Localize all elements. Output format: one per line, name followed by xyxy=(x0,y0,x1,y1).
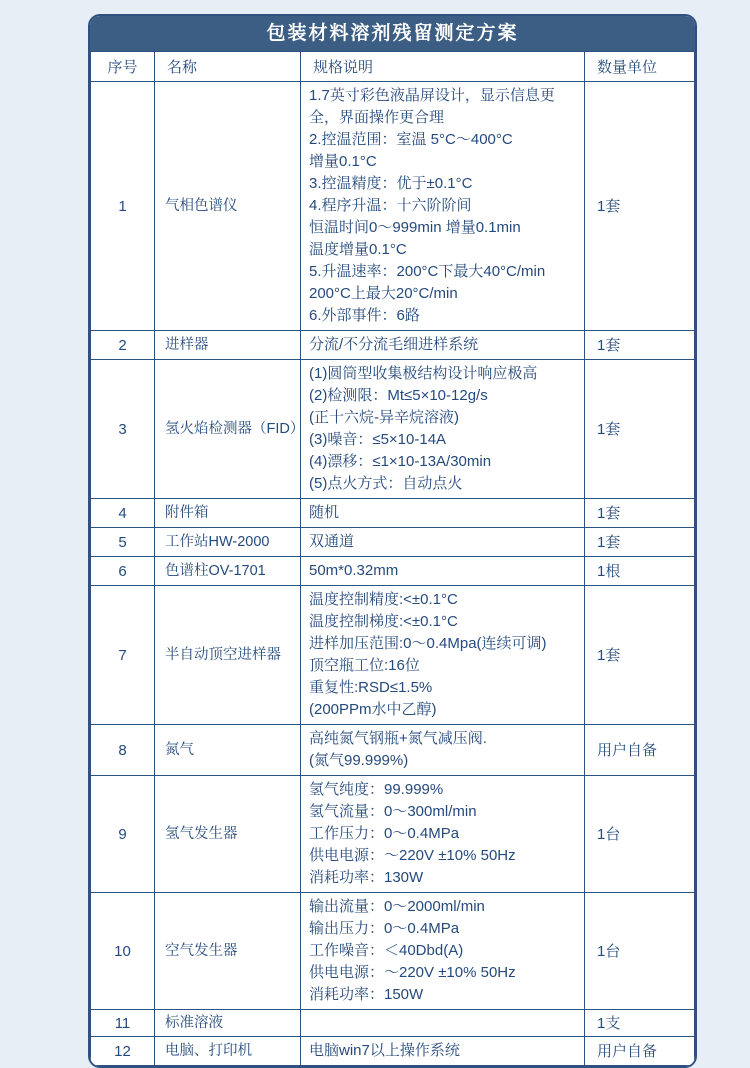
cell-row-number: 8 xyxy=(91,725,155,776)
spec-line: 顶空瓶工位:16位 xyxy=(309,657,420,674)
spec-line: 高纯氮气钢瓶+氮气减压阀. xyxy=(309,730,487,747)
spec-line: 50m*0.32mm xyxy=(309,562,399,579)
table-row xyxy=(91,725,695,776)
cell-spec xyxy=(301,82,585,331)
cell-spec xyxy=(301,331,585,360)
spec-line: 温度增量0.1°C xyxy=(309,241,407,258)
spec-line: 4.程序升温：十六阶阶间 xyxy=(309,197,472,214)
spec-line: (2)检测限：Mt≤5×10-12g/s xyxy=(309,387,488,404)
cell-spec xyxy=(301,360,585,499)
spec-line: 消耗功率：150W xyxy=(309,986,424,1003)
cell-item-name: 标准溶液 xyxy=(155,1010,301,1037)
cell-quantity-unit: 1套 xyxy=(585,586,695,725)
spec-line: 氢气纯度：99.999% xyxy=(309,781,444,798)
spec-line: 6.外部事件：6路 xyxy=(309,307,420,324)
table-row xyxy=(91,893,695,1010)
spec-line: (3)噪音：≤5×10-14A xyxy=(309,431,447,448)
cell-row-number: 7 xyxy=(91,586,155,725)
cell-item-name: 附件箱 xyxy=(155,499,301,528)
cell-spec xyxy=(301,725,585,776)
spec-line: 200°C上最大20°C/min xyxy=(309,285,458,302)
cell-spec xyxy=(301,1037,585,1066)
cell-item-name: 电脑、打印机 xyxy=(155,1037,301,1066)
table-row xyxy=(91,528,695,557)
cell-quantity-unit: 1套 xyxy=(585,528,695,557)
spec-line: 分流/不分流毛细进样系统 xyxy=(309,336,479,353)
cell-quantity-unit: 1支 xyxy=(585,1010,695,1037)
table-row xyxy=(91,1037,695,1066)
cell-row-number: 10 xyxy=(91,893,155,1010)
cell-row-number: 2 xyxy=(91,331,155,360)
header-row xyxy=(91,52,695,82)
spec-line: 工作噪音：＜40Dbd(A) xyxy=(309,942,464,959)
spec-line: 双通道 xyxy=(309,533,355,550)
spec-line: (氮气99.999%) xyxy=(309,752,409,769)
table-row xyxy=(91,776,695,893)
table-row xyxy=(91,586,695,725)
table-row xyxy=(91,1010,695,1037)
cell-item-name: 空气发生器 xyxy=(155,893,301,1010)
spec-line: 恒温时间0～999min 增量0.1min xyxy=(309,219,521,236)
cell-spec xyxy=(301,586,585,725)
spec-line: 消耗功率：130W xyxy=(309,869,424,886)
table-body xyxy=(91,82,695,1066)
cell-row-number: 3 xyxy=(91,360,155,499)
cell-item-name: 氮气 xyxy=(155,725,301,776)
spec-line: 2.控温范围：室温 5°C～400°C xyxy=(309,131,513,148)
cell-row-number: 5 xyxy=(91,528,155,557)
spec-line: 氢气流量：0～300ml/min xyxy=(309,803,477,820)
spec-line: 电脑win7以上操作系统 xyxy=(309,1042,460,1059)
cell-quantity-unit: 1套 xyxy=(585,360,695,499)
table-row xyxy=(91,360,695,499)
spec-line: 输出压力：0～0.4MPa xyxy=(309,920,460,937)
table-row xyxy=(91,82,695,331)
spec-line: (5)点火方式：自动点火 xyxy=(309,475,463,492)
spec-line: (正十六烷-异辛烷溶液) xyxy=(309,409,459,426)
cell-item-name: 工作站HW-2000 xyxy=(155,528,301,557)
cell-quantity-unit: 1台 xyxy=(585,776,695,893)
spec-line: 1.7英寸彩色液晶屏设计，显示信息更全，界面操作更合理 xyxy=(309,87,555,126)
cell-spec xyxy=(301,776,585,893)
header-cell-spec: 规格说明 xyxy=(301,52,585,82)
spec-line: 进样加压范围:0～0.4Mpa(连续可调) xyxy=(309,635,547,652)
spec-line: 5.升温速率：200°C下最大40°C/min xyxy=(309,263,546,280)
cell-item-name: 进样器 xyxy=(155,331,301,360)
cell-row-number: 11 xyxy=(91,1010,155,1037)
cell-item-name: 色谱柱OV-1701 xyxy=(155,557,301,586)
spec-line: 增量0.1°C xyxy=(309,153,377,170)
spec-line: 工作压力：0～0.4MPa xyxy=(309,825,460,842)
cell-row-number: 4 xyxy=(91,499,155,528)
table-title: 包装材料溶剂残留测定方案 xyxy=(90,16,695,51)
spec-line: (200PPm水中乙醇) xyxy=(309,701,437,718)
header-cell-no: 序号 xyxy=(91,52,155,82)
spec-line: 重复性:RSD≤1.5% xyxy=(309,679,433,696)
cell-spec xyxy=(301,1010,585,1037)
table-row xyxy=(91,557,695,586)
cell-quantity-unit: 用户自备 xyxy=(585,725,695,776)
cell-item-name: 半自动顶空进样器 xyxy=(155,586,301,725)
header-cell-name: 名称 xyxy=(155,52,301,82)
spec-line: 温度控制梯度:<±0.1°C xyxy=(309,613,458,630)
spec-line: 温度控制精度:<±0.1°C xyxy=(309,591,458,608)
cell-item-name: 氢气发生器 xyxy=(155,776,301,893)
cell-row-number: 12 xyxy=(91,1037,155,1066)
cell-spec xyxy=(301,528,585,557)
cell-row-number: 9 xyxy=(91,776,155,893)
spec-line: 供电电源：～220V ±10% 50Hz xyxy=(309,964,516,981)
cell-quantity-unit: 1套 xyxy=(585,499,695,528)
spec-line: (1)圆筒型收集极结构设计响应极高 xyxy=(309,365,538,382)
cell-quantity-unit: 用户自备 xyxy=(585,1037,695,1066)
table-row xyxy=(91,499,695,528)
spec-line: 随机 xyxy=(309,504,340,521)
spec-line: 供电电源：～220V ±10% 50Hz xyxy=(309,847,516,864)
spec-table xyxy=(90,51,695,1066)
spec-line: 3.控温精度：优于±0.1°C xyxy=(309,175,473,192)
spec-line: (4)漂移：≤1×10-13A/30min xyxy=(309,453,492,470)
cell-row-number: 6 xyxy=(91,557,155,586)
cell-quantity-unit: 1套 xyxy=(585,331,695,360)
spec-table-card xyxy=(88,14,697,1068)
cell-spec xyxy=(301,499,585,528)
cell-item-name: 氢火焰检测器（FID） xyxy=(155,360,301,499)
cell-spec xyxy=(301,893,585,1010)
cell-quantity-unit: 1根 xyxy=(585,557,695,586)
table-row xyxy=(91,331,695,360)
cell-row-number: 1 xyxy=(91,82,155,331)
header-cell-qty: 数量单位 xyxy=(585,52,695,82)
cell-quantity-unit: 1套 xyxy=(585,82,695,331)
cell-item-name: 气相色谱仪 xyxy=(155,82,301,331)
cell-spec xyxy=(301,557,585,586)
spec-line: 输出流量：0～2000ml/min xyxy=(309,898,485,915)
cell-quantity-unit: 1台 xyxy=(585,893,695,1010)
